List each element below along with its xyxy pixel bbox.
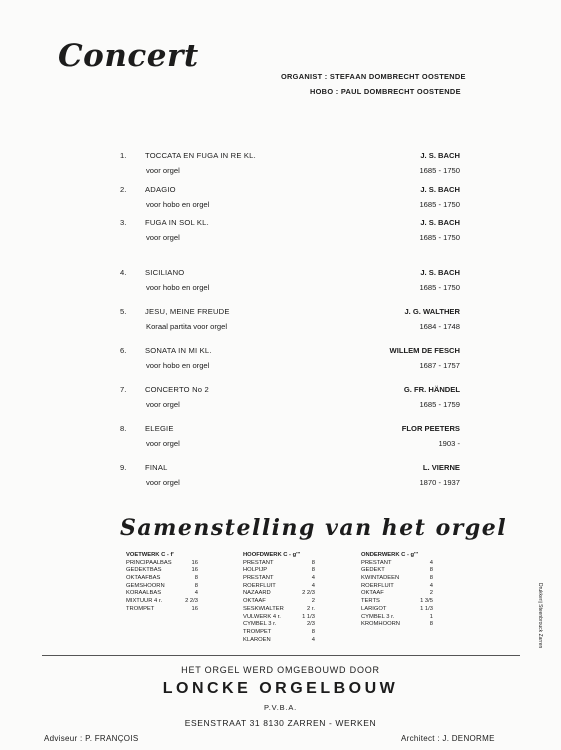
- organ-stop: [361, 567, 433, 575]
- organ-stop: [243, 637, 315, 645]
- builder-name: LONCKE ORGELBOUW: [162, 680, 399, 697]
- stop-pitch: 8: [311, 628, 315, 635]
- stop-name: KWINTADEEN: [361, 575, 400, 582]
- stop-name: PRESTANT: [243, 559, 274, 566]
- composer: J. S. BACH: [420, 218, 460, 227]
- organ-title: Samenstelling van het orgel: [120, 515, 508, 541]
- piece-title: CONCERTO No 2: [145, 385, 209, 394]
- organ-stop: [243, 583, 315, 591]
- stop-name: VULWERK 4 r.: [243, 613, 281, 620]
- piece-subtitle: Koraal partita voor orgel: [146, 322, 228, 331]
- piece-title: FUGA IN SOL KL.: [145, 218, 209, 227]
- organ-stop: [243, 614, 315, 622]
- stop-pitch: 16: [191, 605, 198, 612]
- organ-stop: [361, 614, 433, 622]
- composer-years: 1685 - 1759: [419, 400, 460, 409]
- stop-name: CYMBEL 3 r.: [243, 621, 277, 628]
- printer-credit: Drukkerij Steenbrouck Zarren: [537, 583, 543, 649]
- stop-pitch: 8: [311, 567, 315, 574]
- stop-pitch: 2: [429, 590, 433, 597]
- piece-title: SONATA IN MI KL.: [145, 346, 212, 355]
- piece-number: 7.: [120, 385, 127, 394]
- stop-name: MIXTUUR 4 r.: [126, 598, 163, 605]
- piece-number: 2.: [120, 185, 127, 194]
- stop-name: GEDEKTBAS: [126, 567, 162, 574]
- stop-pitch: 8: [429, 575, 433, 582]
- stop-pitch: 2 r.: [306, 605, 315, 612]
- organ-stop: [361, 575, 433, 583]
- stop-name: KROMHOORN: [361, 621, 400, 628]
- stop-name: KORAALBAS: [126, 590, 162, 597]
- stop-name: OKTAAF: [361, 590, 384, 597]
- stop-pitch: 4: [429, 559, 433, 566]
- stop-pitch: 8: [194, 582, 198, 589]
- organ-stop: [361, 560, 433, 568]
- organ-stop: [243, 621, 315, 629]
- builder-pvba: P.V.B.A.: [263, 703, 298, 712]
- organ-stop: [126, 560, 198, 568]
- piece-subtitle: voor orgel: [146, 400, 180, 409]
- organ-stop: [243, 598, 315, 606]
- composer: G. FR. HÄNDEL: [403, 385, 460, 394]
- piece-number: 8.: [120, 424, 127, 433]
- composer: J. S. BACH: [420, 151, 460, 160]
- stop-pitch: 16: [191, 559, 198, 566]
- divider: [42, 655, 520, 656]
- stop-pitch: 1 1/3: [302, 613, 315, 620]
- composer: L. VIERNE: [422, 463, 460, 472]
- stop-name: PRINCIPAALBAS: [126, 559, 172, 566]
- piece-number: 1.: [120, 151, 127, 160]
- piece-number: 6.: [120, 346, 127, 355]
- stop-name: TERTS: [361, 598, 380, 605]
- organ-stop: [361, 606, 433, 614]
- piece-title: ADAGIO: [145, 185, 176, 194]
- piece-number: 3.: [120, 218, 127, 227]
- piece-number: 4.: [120, 268, 127, 277]
- organ-stop: [126, 590, 198, 598]
- stop-name: ROERFLUIT: [361, 582, 394, 589]
- organist-line: ORGANIST : STEFAAN DOMBRECHT OOSTENDE: [281, 72, 466, 81]
- stop-pitch: 4: [311, 575, 315, 582]
- stop-pitch: 4: [311, 636, 315, 643]
- piece-subtitle: voor hobo en orgel: [146, 200, 210, 209]
- organ-column-onderwerk: [361, 552, 433, 629]
- composer: WILLEM DE FESCH: [389, 346, 460, 355]
- concert-title: Concert: [58, 38, 199, 74]
- organ-stop: [126, 598, 198, 606]
- piece-title: TOCCATA EN FUGA IN RE KL.: [145, 151, 256, 160]
- composer-years: 1687 - 1757: [419, 361, 460, 370]
- stop-pitch: 2: [311, 598, 315, 605]
- stop-name: NAZAARD: [243, 590, 271, 597]
- piece-title: JESU, MEINE FREUDE: [145, 307, 230, 316]
- piece-subtitle: voor orgel: [146, 233, 180, 242]
- builder-address: ESENSTRAAT 31 8130 ZARREN - WERKEN: [184, 718, 377, 728]
- composer: J. S. BACH: [420, 268, 460, 277]
- adviseur-line: Adviseur : P. FRANÇOIS: [44, 734, 139, 743]
- piece-number: 9.: [120, 463, 127, 472]
- organ-column-hoofdwerk: [243, 552, 315, 644]
- stop-pitch: 4: [311, 582, 315, 589]
- organ-stop: [126, 575, 198, 583]
- stop-pitch: 16: [191, 567, 198, 574]
- stop-name: OKTAAFBAS: [126, 575, 161, 582]
- stop-pitch: 8: [429, 621, 433, 628]
- stop-pitch: 4: [194, 590, 198, 597]
- stop-name: KLAROEN: [243, 636, 271, 643]
- organ-stop: [243, 567, 315, 575]
- stop-name: PRESTANT: [361, 559, 392, 566]
- composer-years: 1685 - 1750: [419, 200, 460, 209]
- organ-stop: [243, 629, 315, 637]
- organ-stop: [126, 583, 198, 591]
- stop-name: TROMPET: [126, 605, 155, 612]
- organ-stop: [243, 575, 315, 583]
- architect-line: Architect : J. DENORME: [401, 734, 495, 743]
- piece-subtitle: voor orgel: [146, 439, 180, 448]
- piece-subtitle: voor hobo en orgel: [146, 283, 210, 292]
- stop-name: CYMBEL 3 r.: [361, 613, 395, 620]
- stop-pitch: 2 2/3: [302, 590, 315, 597]
- stop-pitch: 1: [429, 613, 433, 620]
- piece-subtitle: voor orgel: [146, 166, 180, 175]
- piece-subtitle: voor orgel: [146, 478, 180, 487]
- stop-name: HOLPIJP: [243, 567, 268, 574]
- piece-title: SICILIANO: [145, 268, 185, 277]
- stop-name: OKTAAF: [243, 598, 266, 605]
- stop-pitch: 1 1/3: [420, 605, 433, 612]
- stop-name: GEMSHOORN: [126, 582, 165, 589]
- composer: J. S. BACH: [420, 185, 460, 194]
- composer: FLOR PEETERS: [401, 424, 460, 433]
- composer: J. G. WALTHER: [404, 307, 460, 316]
- composer-years: 1903 -: [438, 439, 460, 448]
- division-header: HOOFDWERK C - g''': [243, 552, 301, 558]
- organ-stop: [361, 590, 433, 598]
- composer-years: 1870 - 1937: [419, 478, 460, 487]
- stop-pitch: 1 3/5: [420, 598, 433, 605]
- piece-number: 5.: [120, 307, 127, 316]
- organ-stop: [361, 583, 433, 591]
- organ-stop: [361, 621, 433, 629]
- stop-pitch: 8: [194, 575, 198, 582]
- division-header: VOETWERK C - f': [126, 552, 174, 558]
- stop-pitch: 4: [429, 582, 433, 589]
- piece-title: ELEGIE: [145, 424, 174, 433]
- stop-name: SESKWIALTER: [243, 605, 284, 612]
- stop-pitch: 2/3: [306, 621, 315, 628]
- organ-stop: [361, 598, 433, 606]
- composer-years: 1685 - 1750: [419, 166, 460, 175]
- piece-title: FINAL: [145, 463, 168, 472]
- organ-stop: [243, 560, 315, 568]
- piece-subtitle: voor hobo en orgel: [146, 361, 210, 370]
- organ-stop: [126, 567, 198, 575]
- organ-stop: [126, 606, 198, 614]
- stop-name: PRESTANT: [243, 575, 274, 582]
- stop-name: ROERFLUIT: [243, 582, 276, 589]
- stop-name: GEDEKT: [361, 567, 385, 574]
- organ-stop: [243, 606, 315, 614]
- composer-years: 1684 - 1748: [419, 322, 460, 331]
- builder-intro: HET ORGEL WERD OMGEBOUWD DOOR: [181, 665, 380, 675]
- organ-column-voetwerk: [126, 552, 198, 614]
- hobo-line: HOBO : PAUL DOMBRECHT OOSTENDE: [310, 87, 461, 96]
- stop-pitch: 8: [429, 567, 433, 574]
- stop-name: LARIGOT: [361, 605, 387, 612]
- stop-pitch: 8: [311, 559, 315, 566]
- composer-years: 1685 - 1750: [419, 233, 460, 242]
- stop-name: TROMPET: [243, 628, 272, 635]
- stop-pitch: 2 2/3: [185, 598, 198, 605]
- composer-years: 1685 - 1750: [419, 283, 460, 292]
- division-header: ONDERWERK C - g''': [361, 552, 419, 558]
- organ-stop: [243, 590, 315, 598]
